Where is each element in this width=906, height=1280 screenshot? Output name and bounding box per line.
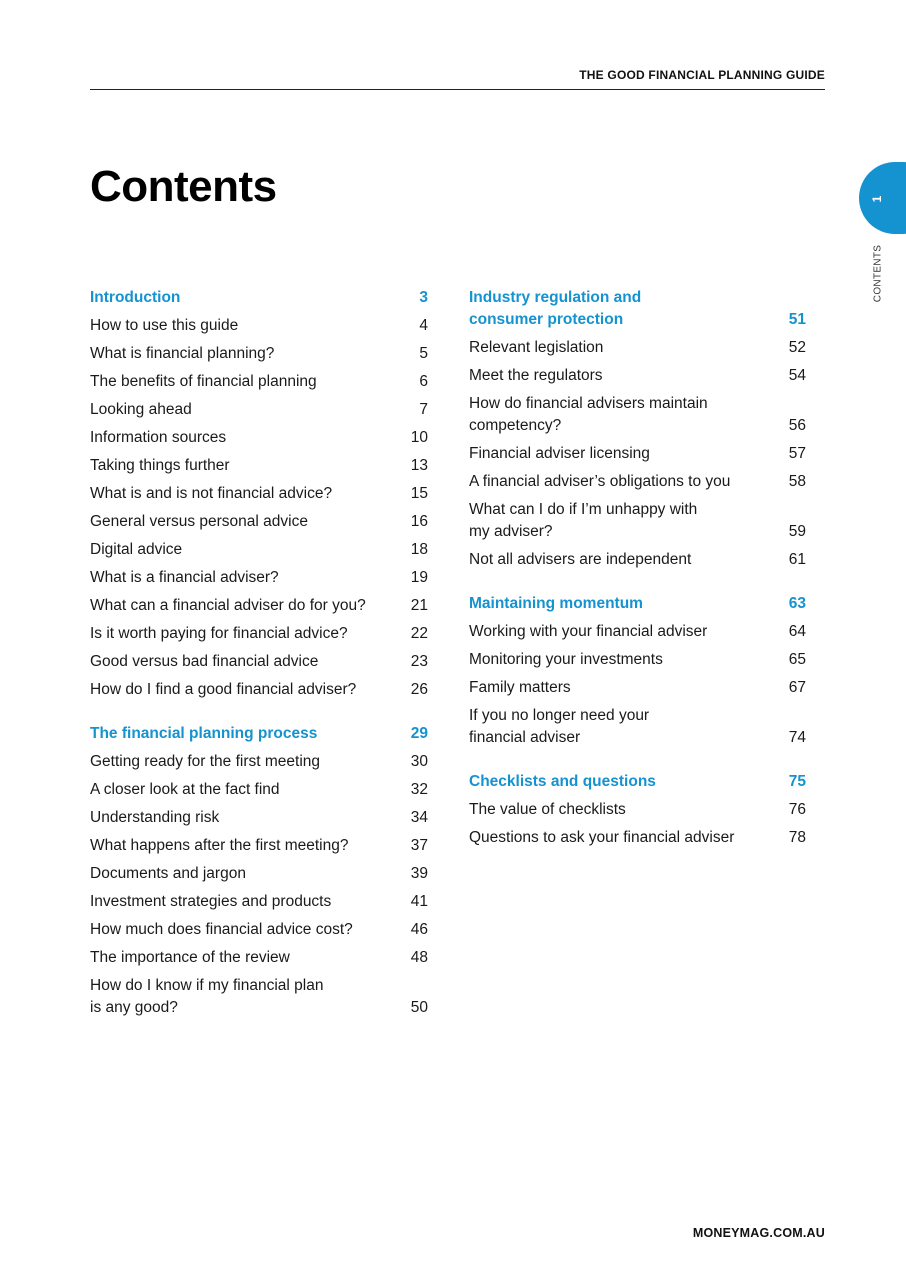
toc-entry-page: 67 [788,679,806,696]
toc-entry-page: 34 [410,809,428,826]
toc-section-page: 51 [788,311,806,328]
toc-entry [90,595,428,617]
toc-section-heading [90,287,428,309]
toc-entry-title: Documents and jargon [90,865,246,882]
toc-entry-page: 10 [410,429,428,446]
toc-entry-page: 32 [410,781,428,798]
toc-entry [90,863,428,885]
toc-entry-title: What happens after the first meeting? [90,837,349,854]
toc-entry-page: 48 [410,949,428,966]
toc-section-heading [469,287,806,331]
toc-entry-title: A financial adviser’s obligations to you [469,473,731,490]
toc-entry-title: Information sources [90,429,227,446]
toc-entry [90,539,428,561]
toc-entry-page: 54 [788,367,806,384]
toc-entry [90,975,428,1019]
toc-entry-page: 5 [419,345,428,362]
toc-entry-page: 57 [788,445,806,462]
toc-entry-title: What can I do if I’m unhappy with my adviser? [469,501,698,540]
toc-entry-title: Is it worth paying for financial advice? [90,625,348,642]
toc-entry-page: 4 [419,317,428,334]
toc-section [469,593,806,749]
toc-entry-title: The benefits of financial planning [90,373,317,390]
toc-entry [90,835,428,857]
toc-entry [90,623,428,645]
toc-section-page: 63 [788,595,806,612]
toc-entry-title: Getting ready for the first meeting [90,753,321,770]
toc-entry-title: Digital advice [90,541,183,558]
toc-entry [469,677,806,699]
toc-entry-title: Financial adviser licensing [469,445,650,462]
toc-section-title: Maintaining momentum [469,595,643,612]
toc-section [90,287,428,701]
toc-entry [90,779,428,801]
toc-entry [469,471,806,493]
toc-entry-title: Monitoring your investments [469,651,663,668]
toc-entry [469,549,806,571]
toc-entry-title: If you no longer need your financial adviser [469,707,650,746]
toc-section-heading [469,593,806,615]
toc-entry-page: 22 [410,625,428,642]
toc-entry-title: What is financial planning? [90,345,275,362]
toc-section-title: Checklists and questions [469,773,656,790]
toc-entry-page: 52 [788,339,806,356]
toc-entry-page: 13 [410,457,428,474]
footer-site: MONEYMAG.COM.AU [692,1226,825,1240]
toc-entry-title: Relevant legislation [469,339,604,356]
toc-section-page: 29 [410,725,428,742]
toc-entry-page: 41 [410,893,428,910]
toc-entry-title: How do I find a good financial adviser? [90,681,357,698]
toc-entry-page: 74 [788,729,806,746]
toc-section-title: The financial planning process [90,725,318,742]
page-title: Contents [90,162,277,211]
toc-entry-page: 56 [788,417,806,434]
chapter-tab-number: 1 [870,195,884,203]
toc-entry-page: 30 [410,753,428,770]
toc-entry [469,827,806,849]
toc-entry [90,483,428,505]
toc-entry [90,679,428,701]
toc-entry [90,427,428,449]
toc-entry-title: How much does financial advice cost? [90,921,353,938]
toc-entry-title: How to use this guide [90,317,239,334]
toc-entry-page: 78 [788,829,806,846]
toc-entry [469,393,806,437]
toc-entry [90,651,428,673]
toc-entry-page: 65 [788,651,806,668]
toc-entry-title: Working with your financial adviser [469,623,708,640]
toc-entry-page: 16 [410,513,428,530]
toc-section-heading [90,723,428,745]
toc-entry [469,499,806,543]
toc-entry [469,621,806,643]
toc-entry-page: 19 [410,569,428,586]
toc-entry [469,649,806,671]
toc-entry [90,919,428,941]
toc-entry-page: 37 [410,837,428,854]
toc-entry [90,947,428,969]
toc-entry-title: A closer look at the fact find [90,781,280,798]
toc-entry-page: 58 [788,473,806,490]
toc-entry [469,443,806,465]
toc-section-page: 3 [419,289,428,306]
toc-entry-title: How do I know if my financial plan is any good? [90,977,324,1016]
toc-entry-page: 15 [410,485,428,502]
header-rule [90,89,825,90]
toc-section-heading [469,771,806,793]
toc-entry [90,891,428,913]
toc-entry-title: What is and is not financial advice? [90,485,333,502]
toc-left-column [90,287,428,1041]
toc-entry-page: 23 [410,653,428,670]
toc-section [469,287,806,571]
toc-entry-title: Taking things further [90,457,230,474]
toc-entry-title: Understanding risk [90,809,220,826]
toc-entry-title: Family matters [469,679,571,696]
toc-entry [90,343,428,365]
toc-entry-page: 21 [410,597,428,614]
toc-entry-page: 59 [788,523,806,540]
toc-entry-page: 50 [410,999,428,1016]
toc-entry-page: 64 [788,623,806,640]
toc-entry-title: Investment strategies and products [90,893,332,910]
toc-entry-page: 39 [410,865,428,882]
toc-entry-page: 18 [410,541,428,558]
toc-entry-page: 61 [788,551,806,568]
toc-entry-title: Good versus bad financial advice [90,653,319,670]
toc-entry [90,315,428,337]
toc-entry [469,337,806,359]
toc-entry-title: What can a financial adviser do for you? [90,597,366,614]
toc-entry [90,567,428,589]
toc-entry-title: General versus personal advice [90,513,308,530]
toc-entry [90,807,428,829]
toc-entry [469,799,806,821]
toc-entry [90,751,428,773]
toc-section [90,723,428,1019]
toc-entry-page: 76 [788,801,806,818]
toc-entry-title: The importance of the review [90,949,290,966]
toc-entry-title: Looking ahead [90,401,192,418]
toc-entry [90,511,428,533]
toc-entry-title: How do financial advisers maintain competency? [469,395,708,434]
toc-entry-page: 6 [419,373,428,390]
toc-entry-page: 26 [410,681,428,698]
toc-entry [90,399,428,421]
toc-entry [469,365,806,387]
toc-entry-title: The value of checklists [469,801,626,818]
toc-entry-page: 7 [419,401,428,418]
toc-entry-page: 46 [410,921,428,938]
toc-right-column [469,287,806,871]
toc-section-page: 75 [788,773,806,790]
toc-entry [469,705,806,749]
toc-entry-title: Meet the regulators [469,367,603,384]
chapter-tab-label: CONTENTS [872,244,884,303]
toc-entry-title: Not all advisers are independent [469,551,692,568]
toc-section-title: Industry regulation and consumer protection [469,289,642,328]
toc-entry-title: Questions to ask your financial adviser [469,829,735,846]
toc-entry [90,455,428,477]
running-header: THE GOOD FINANCIAL PLANNING GUIDE [579,68,825,82]
toc-section-title: Introduction [90,289,181,306]
toc-entry [90,371,428,393]
toc-section [469,771,806,849]
toc-entry-title: What is a financial adviser? [90,569,279,586]
